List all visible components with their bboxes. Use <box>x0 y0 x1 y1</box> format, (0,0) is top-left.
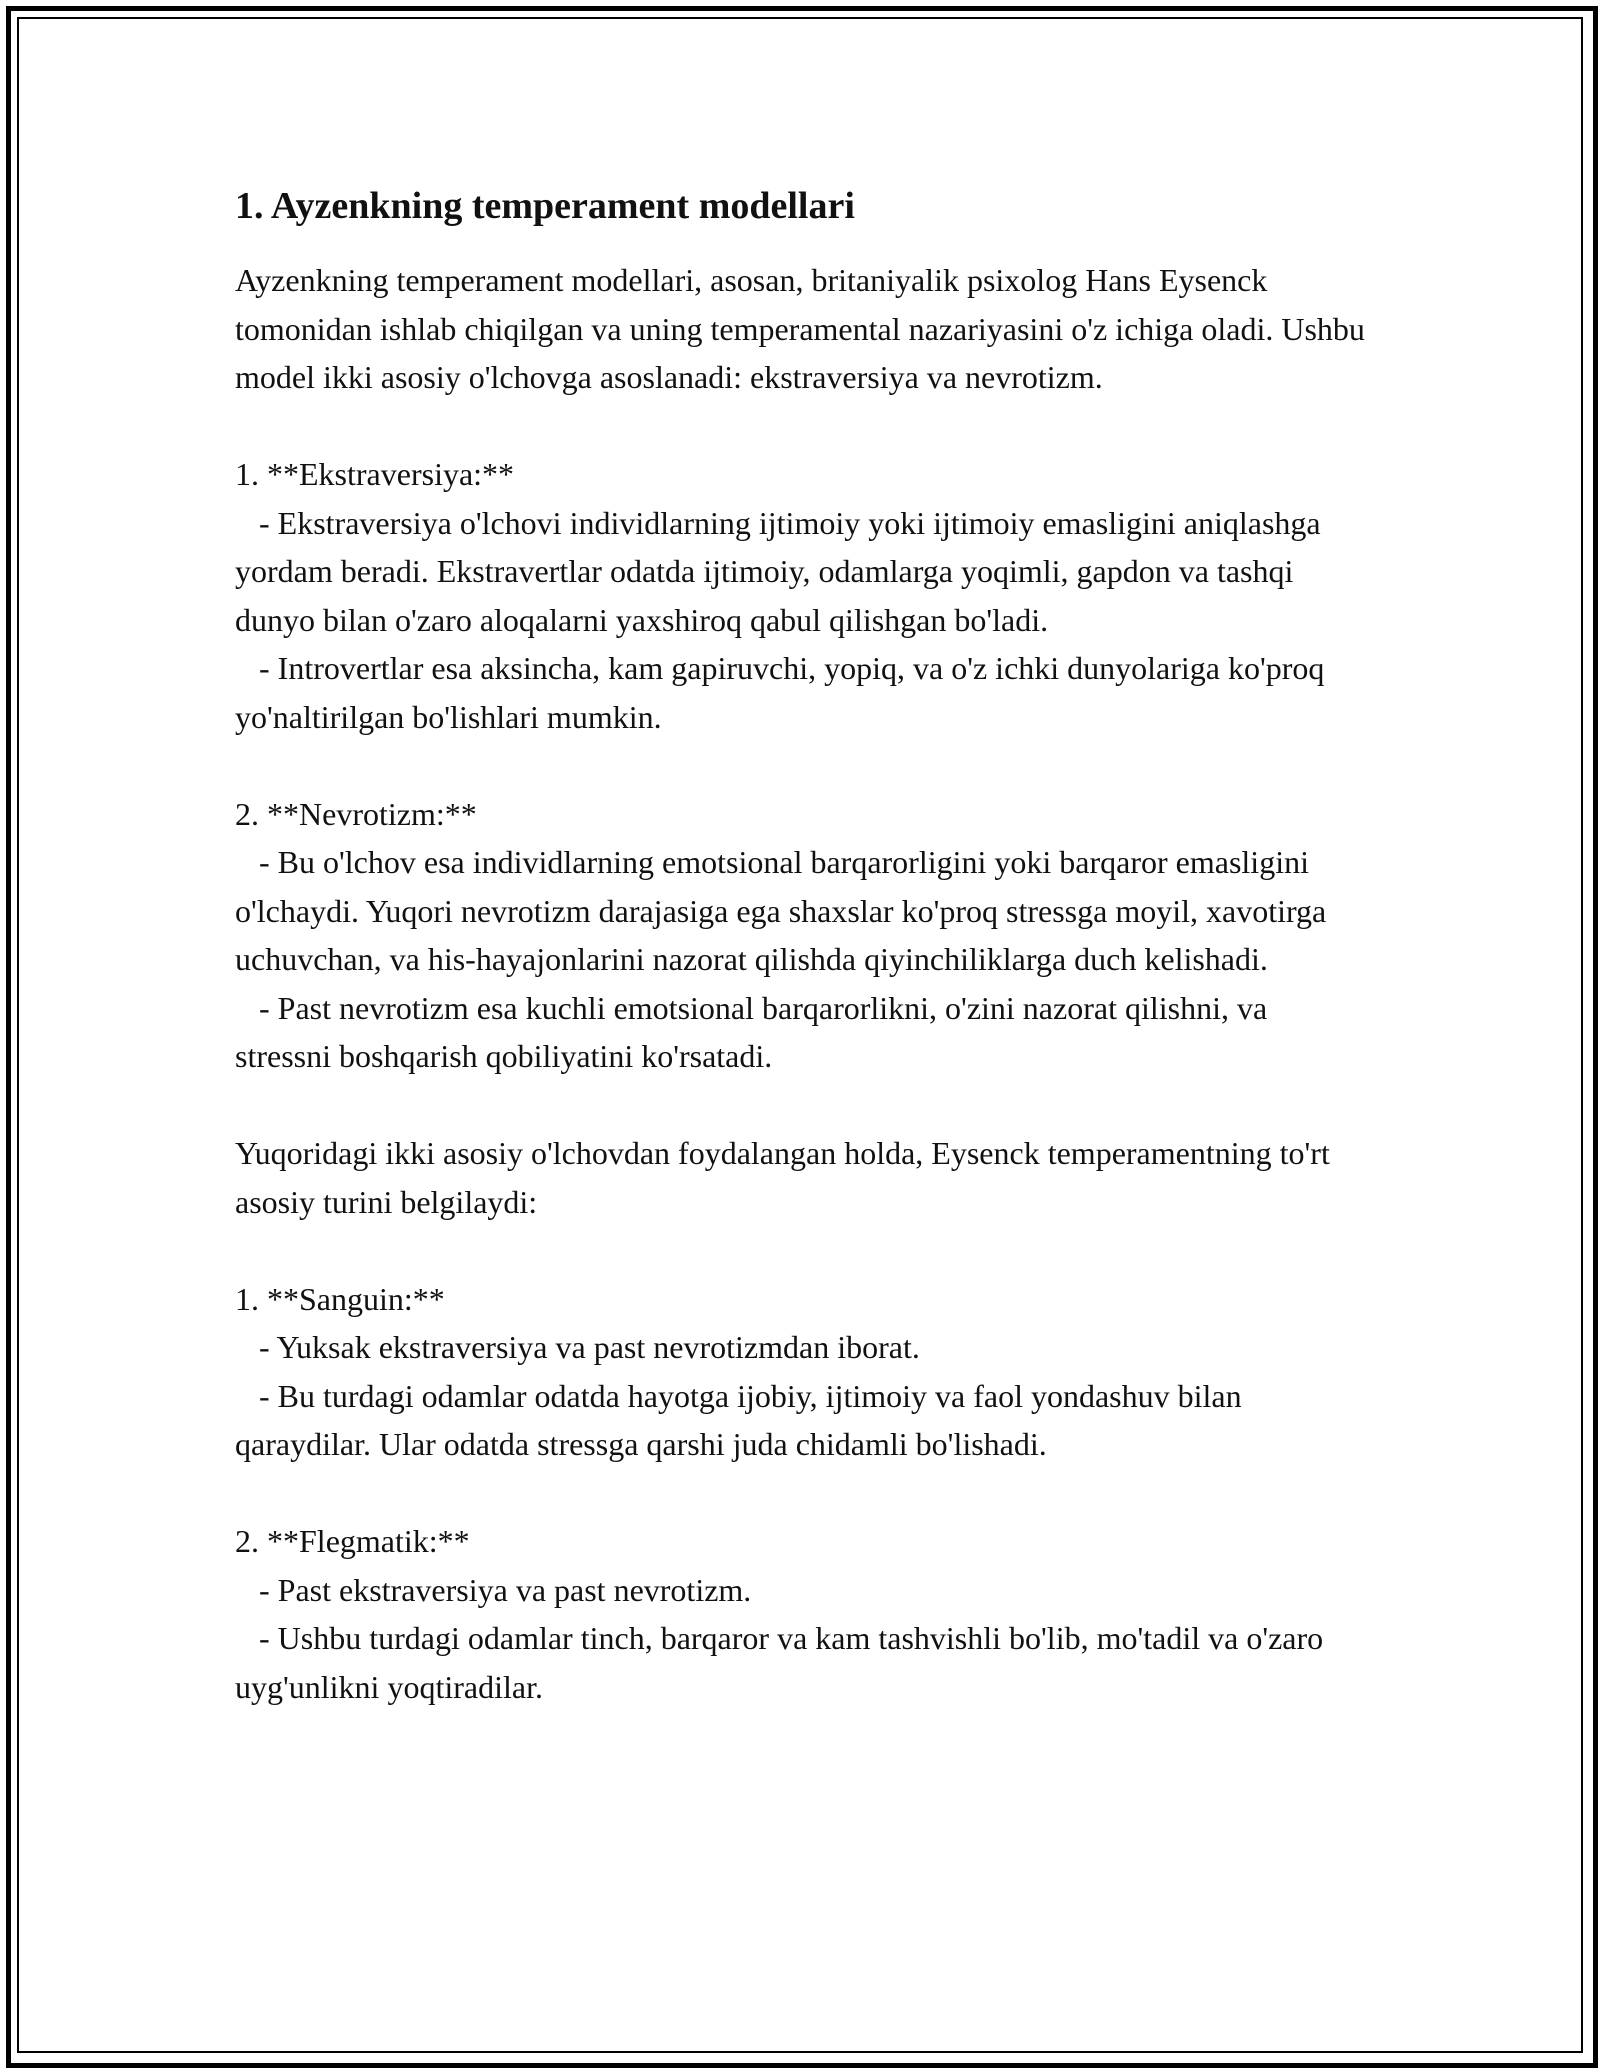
sanguin-bullet-2-text: - Bu turdagi odamlar odatda hayotga ijobiy, ijtimoiy va faol yondashuv bilan qaraydilar. Ular odatda stressga qarshi juda chidamli bo'lishadi. <box>235 1377 1242 1462</box>
document-body <box>235 180 1370 1711</box>
nevrotizm-bullet-1 <box>235 838 1370 984</box>
section-heading-nevrotizm: 2. **Nevrotizm:** <box>235 795 477 832</box>
spacer <box>235 1226 1370 1275</box>
nevrotizm-bullet-2-text: - Past nevrotizm esa kuchli emotsional barqarorlikni, o'zini nazorat qilishni, va stressni boshqarish qobiliyatini ko'rsatadi. <box>235 989 1268 1074</box>
type-heading-flegmatik: 2. **Flegmatik:** <box>235 1523 470 1559</box>
ekstraversiya-bullet-1 <box>235 499 1370 645</box>
flegmatik-bullet-1-text: - Past ekstraversiya va past nevrotizm. <box>259 1571 752 1608</box>
section-heading-ekstraversiya: 1. **Ekstraversiya:** <box>235 456 515 492</box>
document-title: 1. Ayzenkning temperament modellari <box>235 185 855 227</box>
spacer <box>235 402 1370 451</box>
ekstraversiya-bullet-2 <box>235 644 1370 741</box>
sanguin-bullet-1-text: - Yuksak ekstraversiya va past nevrotizmdan iborat. <box>259 1329 920 1365</box>
ekstraversiya-bullet-2-text: - Introvertlar esa aksincha, kam gapiruvchi, yopiq, va o'z ichki dunyolariga ko'proq yo'naltirilgan bo'lishlari mumkin. <box>235 650 1325 735</box>
intro-paragraph: Ayzenkning temperament modellari, asosan, britaniyalik psixolog Hans Eysenck tomonidan ishlab chiqilgan va uning temperamental nazariyasini o'z ichiga oladi. Ushbu model ikki asosiy o'lchovga asoslanadi: ekstraversiya va nevrotizm. <box>235 262 1365 395</box>
spacer <box>235 741 1370 790</box>
flegmatik-bullet-2-text: - Ushbu turdagi odamlar tinch, barqaror va kam tashvishli bo'lib, mo'tadil va o'zaro uyg'unlikni yoqtiradilar. <box>235 1620 1324 1705</box>
type-heading-sanguin: 1. **Sanguin:** <box>235 1280 445 1317</box>
transition-paragraph: Yuqoridagi ikki asosiy o'lchovdan foydalangan holda, Eysenck temperamentning to'rt asosiy turini belgilaydi: <box>235 1135 1330 1220</box>
spacer <box>235 1469 1370 1518</box>
nevrotizm-bullet-1-text: - Bu o'lchov esa individlarning emotsional barqarorligini yoki barqaror emasligini o'lchaydi. Yuqori nevrotizm darajasiga ega shaxslar ko'proq stressga moyil, xavotirga uchuvchan, va his-hayajonlarini nazorat qilishda qiyinchiliklarga duch kelishadi. <box>235 844 1327 977</box>
flegmatik-bullet-1 <box>235 1566 1370 1615</box>
sanguin-bullet-2 <box>235 1372 1370 1469</box>
nevrotizm-bullet-2 <box>235 984 1370 1081</box>
spacer <box>235 1081 1370 1130</box>
sanguin-bullet-1 <box>235 1323 1370 1372</box>
ekstraversiya-bullet-1-text: - Ekstraversiya o'lchovi individlarning ijtimoiy yoki ijtimoiy emasligini aniqlashga yordam beradi. Ekstravertlar odatda ijtimoiy, odamlarga yoqimli, gapdon va tashqi dunyo bilan o'zaro aloqalarni yaxshiroq qabul qilishgan bo'ladi. <box>235 504 1321 638</box>
flegmatik-bullet-2 <box>235 1614 1370 1711</box>
